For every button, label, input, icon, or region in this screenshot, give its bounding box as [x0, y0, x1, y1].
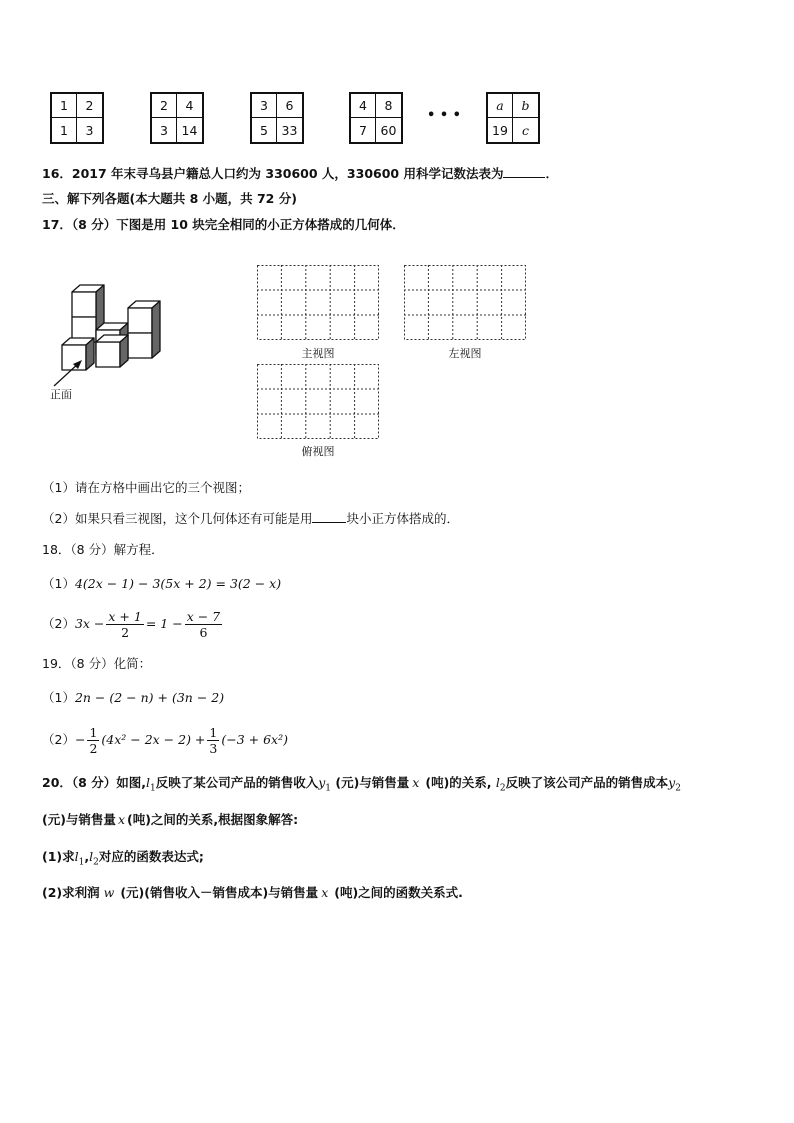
denominator: 2 — [121, 625, 130, 640]
q20-text: 20．（8 分）如图, — [42, 775, 146, 790]
grid-cell: 5 — [252, 118, 277, 142]
expression-end: (−3 + 6x²) — [221, 732, 288, 747]
y1-symbol: y — [318, 775, 326, 790]
number-grid-1 — [50, 92, 104, 144]
question-18-title: 18．（8 分）解方程． — [42, 542, 164, 557]
cube-figure — [44, 282, 164, 398]
question-16-end: ． — [545, 166, 558, 181]
question-20-part-2 — [42, 884, 463, 902]
expression: 2n − (2 − n) + (3n − 2) — [74, 690, 225, 705]
ellipsis: • • • — [427, 108, 461, 123]
subscript: 2 — [499, 783, 506, 794]
number-grid-2 — [150, 92, 204, 144]
question-18-part-2 — [42, 608, 224, 640]
question-17-part-2-end: 块小正方体搭成的． — [346, 511, 459, 526]
q20-text: (吨)之间的关系,根据图象解答: — [127, 812, 299, 827]
q20-text: 对应的函数表达式; — [98, 849, 204, 864]
grid-cell: 4 — [351, 94, 376, 118]
question-20-line-1 — [42, 774, 681, 798]
denominator: 2 — [89, 741, 98, 756]
question-19-title: 19．（8 分）化简： — [42, 656, 152, 671]
grid-cell: 3 — [152, 118, 177, 142]
grid-cell: 2 — [152, 94, 177, 118]
part-label: （2） — [42, 732, 75, 747]
top-view-grid[interactable] — [257, 364, 379, 439]
grid-cell: 2 — [77, 94, 102, 118]
q20-text: (1)求 — [42, 849, 75, 864]
grid-cell: 8 — [376, 94, 401, 118]
equation-mid: = 1 − — [145, 616, 183, 631]
fraction — [207, 725, 219, 756]
subscript: 1 — [149, 783, 156, 794]
subscript: 2 — [675, 783, 681, 794]
grid-cell: 14 — [181, 122, 198, 138]
grid-cell: a — [488, 94, 513, 118]
grid-cell: c — [521, 122, 529, 138]
section-3-heading: 三、解下列各题(本大题共 8 小题，共 72 分) — [42, 191, 297, 206]
l1-symbol: l — [145, 775, 150, 790]
subscript: 2 — [93, 857, 99, 868]
x-symbol: x — [321, 885, 329, 900]
q20-text: (吨)的关系, — [425, 775, 492, 790]
q20-text: (吨)之间的函数关系式. — [334, 885, 463, 900]
left-view-label: 左视图 — [448, 347, 482, 360]
denominator: 3 — [209, 741, 218, 756]
subscript: 1 — [78, 857, 85, 868]
grid-cell: 19 — [488, 118, 513, 142]
numerator: x + 1 — [108, 609, 142, 624]
l2-symbol: l — [89, 849, 94, 864]
fraction — [87, 725, 99, 756]
grid-cell: 60 — [380, 122, 397, 138]
l2-symbol: l — [495, 775, 500, 790]
subscript: 1 — [325, 783, 331, 794]
q20-text: (元)与销售量 — [335, 775, 410, 790]
question-16-text: 16．2017 年末寻乌县户籍总人口约为 330600 人，330600 用科学记数法表为 — [42, 166, 504, 181]
q20-text: (元)与销售量 — [42, 812, 116, 827]
number-grid-4 — [349, 92, 403, 144]
x-symbol: x — [117, 812, 125, 827]
answer-blank[interactable] — [312, 510, 346, 523]
part-label: （1） — [42, 576, 75, 591]
equation-lhs: 3x − — [74, 616, 105, 631]
number-grid-5 — [486, 92, 540, 144]
question-20-line-2 — [42, 811, 298, 829]
numerator: x − 7 — [186, 609, 221, 624]
y2-symbol: y — [668, 775, 676, 790]
numerator: 1 — [209, 725, 218, 740]
grid-cell: 1 — [52, 118, 77, 142]
question-19-part-2 — [42, 723, 288, 757]
main-view-grid[interactable] — [257, 265, 379, 340]
main-view-label: 主视图 — [301, 347, 335, 360]
equation: 4(2x − 1) − 3(5x + 2) = 3(2 − x) — [74, 576, 282, 591]
q20-text: (元)(销售收入－销售成本)与销售量 — [120, 885, 319, 900]
question-17-part-1: （1）请在方格中画出它的三个视图； — [42, 480, 250, 495]
sign: − — [74, 732, 86, 747]
grid-cell: b — [513, 94, 538, 118]
w-symbol: w — [103, 885, 115, 900]
question-18-part-1 — [42, 575, 281, 593]
denominator: 6 — [199, 625, 208, 640]
grid-cell: 7 — [351, 118, 376, 142]
part-label: （1） — [42, 690, 75, 705]
question-16 — [42, 165, 558, 183]
grid-cell: 33 — [281, 122, 298, 138]
answer-blank[interactable] — [503, 165, 545, 178]
question-20-part-1: (1)求$l_1,l_2$对应的函数表达式; — [42, 849, 204, 868]
fraction — [106, 609, 143, 640]
left-view-grid[interactable] — [404, 265, 526, 340]
grid-cell: 1 — [52, 94, 77, 118]
x-symbol: x — [412, 775, 420, 790]
grid-cell: 3 — [85, 122, 94, 138]
number-grid-3 — [250, 92, 304, 144]
q20-text: 反映了某公司产品的销售收入 — [155, 775, 319, 790]
front-label: 正面 — [50, 388, 72, 401]
grid-cell: 4 — [177, 94, 202, 118]
expression-mid: (4x² − 2x − 2) + — [101, 732, 206, 747]
grid-cell: 6 — [277, 94, 302, 118]
question-19-part-1 — [42, 689, 224, 707]
question-17-part-2 — [42, 510, 459, 528]
part-label: （2） — [42, 616, 75, 631]
top-view-label: 俯视图 — [301, 445, 335, 458]
q20-text: (2)求利润 — [42, 885, 100, 900]
question-17-part-2-text: （2）如果只看三视图，这个几何体还有可能是用 — [42, 511, 313, 526]
grid-cell: 3 — [252, 94, 277, 118]
fraction — [185, 609, 222, 640]
question-17-title: 17．（8 分）下图是用 10 块完全相同的小正方体搭成的几何体． — [42, 217, 405, 232]
l1-symbol: l — [74, 849, 79, 864]
numerator: 1 — [89, 725, 98, 740]
q20-text: 反映了该公司产品的销售成本 — [505, 775, 669, 790]
